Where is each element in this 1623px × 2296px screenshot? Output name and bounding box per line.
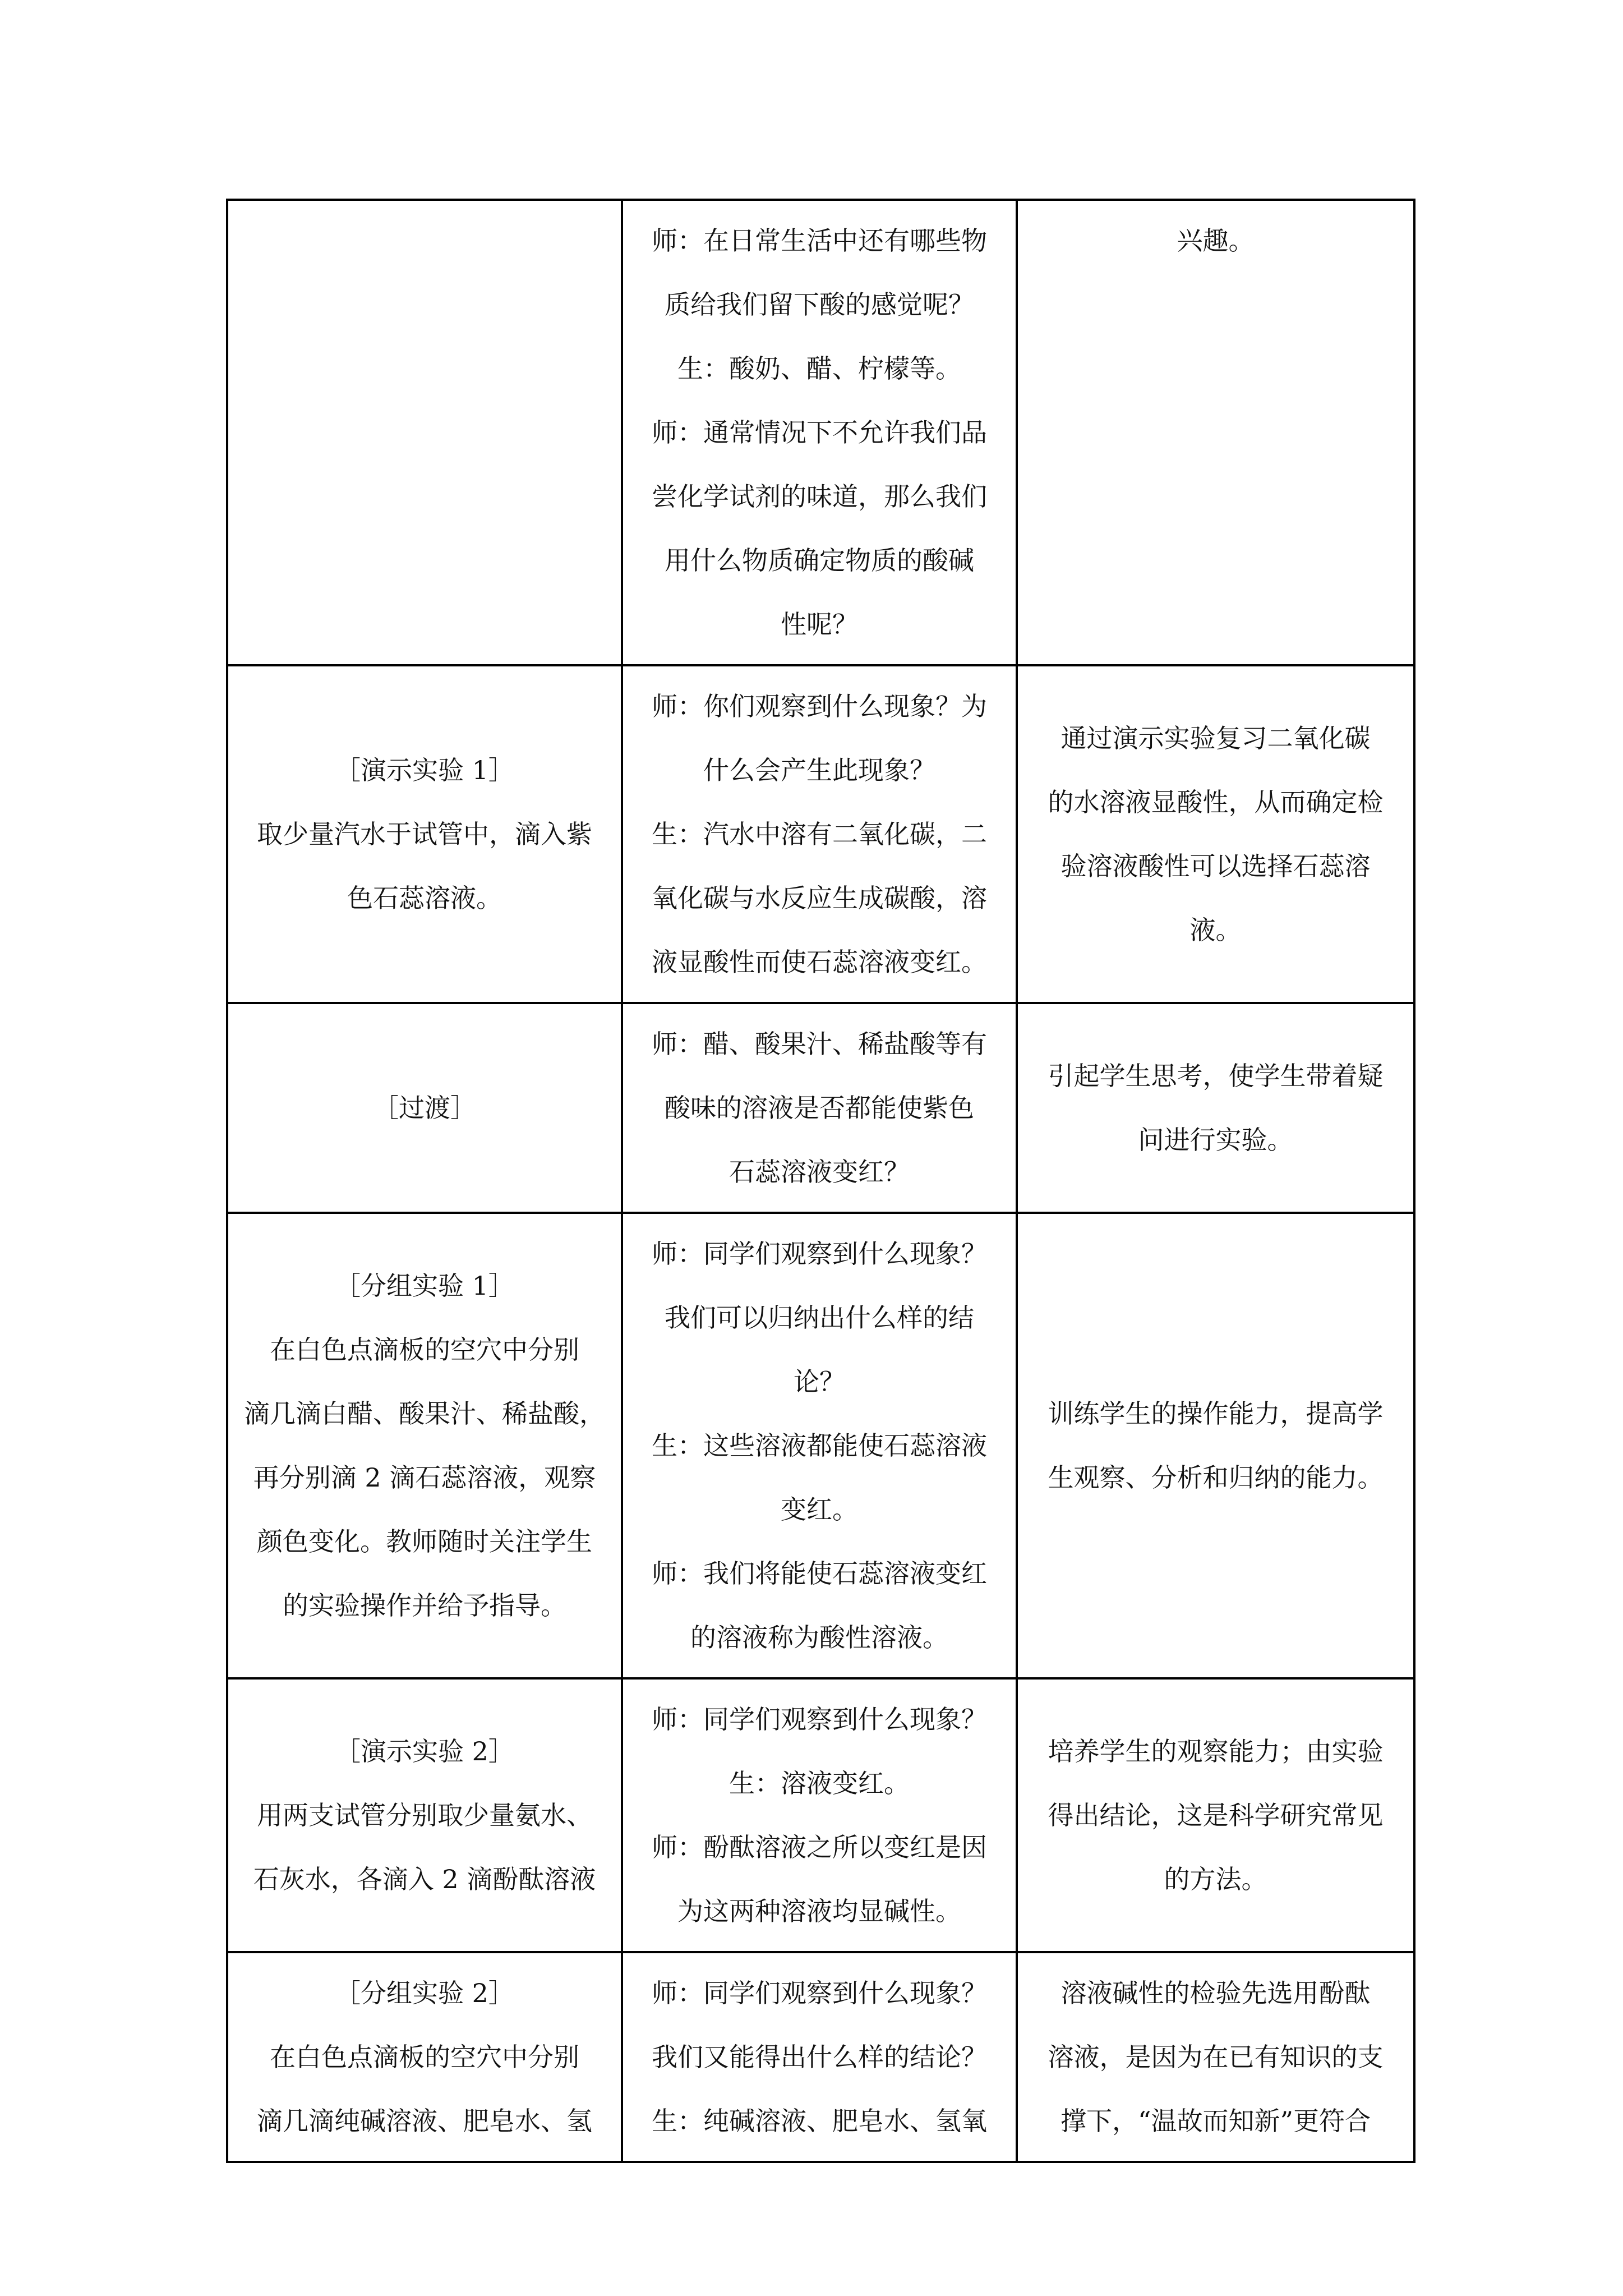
cell-text-line: 师：同学们观察到什么现象？: [652, 1239, 987, 1269]
cell-text-line: 验溶液酸性可以选择石蕊溶: [1061, 851, 1371, 881]
cell-text-line: 生：纯碱溶液、肥皂水、氢氧: [652, 2106, 987, 2136]
cell-text-line: 得出结论，这是科学研究常见: [1048, 1800, 1384, 1830]
cell-text-line: 什么会产生此现象？: [703, 755, 935, 785]
cell-text-line: 我们可以归纳出什么样的结: [665, 1303, 974, 1333]
cell-text-line: 引起学生思考，使学生带着疑: [1048, 1061, 1384, 1091]
cell-text-line: 色石蕊溶液。: [347, 883, 502, 913]
cell-text-line: 的水溶液显酸性，从而确定检: [1048, 787, 1384, 817]
dialogue-cell: [622, 1952, 1017, 2162]
cell-text-line: 师：你们观察到什么现象？为: [652, 691, 987, 721]
cell-text-line: 在白色点滴板的空穴中分别: [270, 2042, 579, 2072]
intent-cell: [1017, 1952, 1414, 2162]
cell-text-line: 液。: [1189, 915, 1242, 945]
cell-text-line: 我们又能得出什么样的结论？: [652, 2042, 987, 2072]
dialogue-cell: [622, 1678, 1017, 1952]
cell-text-line: 石蕊溶液变红？: [729, 1157, 910, 1187]
dialogue-cell: [622, 1213, 1017, 1678]
cell-text-line: 用什么物质确定物质的酸碱: [665, 545, 974, 576]
cell-text-line: 变红。: [781, 1494, 858, 1525]
dialogue-cell: [622, 665, 1017, 1003]
intent-cell: [1017, 1213, 1414, 1678]
cell-text-line: 师：同学们观察到什么现象？: [652, 1978, 987, 2008]
cell-text-line: 的溶液称为酸性溶液。: [690, 1622, 948, 1653]
cell-text-line: 师：在日常生活中还有哪些物: [652, 226, 987, 256]
table-row: [227, 200, 1414, 665]
cell-text-line: 撑下，“温故而知新”更符合: [1060, 2106, 1371, 2136]
intent-cell: [1017, 1003, 1414, 1213]
cell-text-line: 性呢？: [781, 609, 858, 639]
cell-text-line: 师：我们将能使石蕊溶液变红: [652, 1558, 987, 1589]
cell-text-line: 质给我们留下酸的感觉呢？: [665, 289, 974, 320]
intent-cell: [1017, 200, 1414, 665]
lesson-table: [226, 199, 1415, 2163]
cell-text-line: ［分组实验 2］: [335, 1978, 514, 2008]
cell-text-line: ［过渡］: [373, 1093, 476, 1123]
activity-cell: [227, 665, 622, 1003]
cell-text-line: 滴几滴纯碱溶液、肥皂水、氢: [257, 2106, 592, 2136]
cell-text-line: 为这两种溶液均显碱性。: [677, 1896, 961, 1926]
table-row: [227, 1952, 1414, 2162]
activity-cell: [227, 1213, 622, 1678]
cell-text-line: 生：汽水中溶有二氧化碳，二: [652, 819, 987, 849]
dialogue-cell: [622, 200, 1017, 665]
cell-text-line: 再分别滴 2 滴石蕊溶液，观察: [253, 1462, 596, 1493]
cell-text-line: ［分组实验 1］: [335, 1271, 514, 1301]
cell-text-line: 石灰水，各滴入 2 滴酚酞溶液: [253, 1864, 596, 1894]
cell-text-line: 的实验操作并给予指导。: [283, 1590, 566, 1621]
intent-cell: [1017, 665, 1414, 1003]
intent-cell: [1017, 1678, 1414, 1952]
activity-cell: [227, 1678, 622, 1952]
cell-text-line: 生：酸奶、醋、柠檬等。: [677, 353, 961, 384]
dialogue-cell: [622, 1003, 1017, 1213]
cell-text-line: 兴趣。: [1177, 226, 1255, 256]
table-row: [227, 1678, 1414, 1952]
cell-text-line: 生：这些溶液都能使石蕊溶液: [652, 1430, 987, 1461]
cell-text-line: 氧化碳与水反应生成碳酸，溶: [652, 883, 987, 913]
cell-text-line: 液显酸性而使石蕊溶液变红。: [652, 947, 987, 977]
cell-text-line: ［演示实验 1］: [335, 755, 514, 785]
table-row: [227, 1003, 1414, 1213]
cell-text-line: 师：醋、酸果汁、稀盐酸等有: [652, 1029, 987, 1059]
cell-text-line: 生观察、分析和归纳的能力。: [1048, 1462, 1384, 1493]
cell-text-line: 通过演示实验复习二氧化碳: [1061, 723, 1371, 753]
cell-text-line: 生：溶液变红。: [729, 1768, 910, 1798]
activity-cell: [227, 200, 622, 665]
cell-text-line: 师：通常情况下不允许我们品: [652, 417, 987, 448]
cell-text-line: 酸味的溶液是否都能使紫色: [665, 1093, 974, 1123]
cell-text-line: 滴几滴白醋、酸果汁、稀盐酸，: [244, 1398, 605, 1429]
table-row: [227, 665, 1414, 1003]
cell-text-line: 培养学生的观察能力；由实验: [1048, 1736, 1384, 1766]
cell-text-line: ［演示实验 2］: [335, 1736, 514, 1766]
cell-text-line: 溶液，是因为在已有知识的支: [1048, 2042, 1384, 2072]
cell-text-line: 用两支试管分别取少量氨水、: [257, 1800, 592, 1830]
activity-cell: [227, 1003, 622, 1213]
table-row: [227, 1213, 1414, 1678]
cell-text-line: 的方法。: [1164, 1864, 1267, 1894]
cell-text-line: 师：酚酞溶液之所以变红是因: [652, 1832, 987, 1862]
cell-text-line: 尝化学试剂的味道，那么我们: [652, 481, 987, 512]
cell-text-line: 论？: [794, 1366, 845, 1397]
cell-text-line: 问进行实验。: [1138, 1125, 1293, 1155]
cell-text-line: 取少量汽水于试管中，滴入紫: [257, 819, 592, 849]
activity-cell: [227, 1952, 622, 2162]
cell-text-line: 师：同学们观察到什么现象？: [652, 1704, 987, 1734]
cell-text-line: 溶液碱性的检验先选用酚酞: [1061, 1978, 1371, 2008]
cell-text-line: 训练学生的操作能力，提高学: [1048, 1398, 1384, 1429]
cell-text-line: 在白色点滴板的空穴中分别: [270, 1335, 579, 1365]
cell-text-line: 颜色变化。教师随时关注学生: [257, 1526, 592, 1557]
